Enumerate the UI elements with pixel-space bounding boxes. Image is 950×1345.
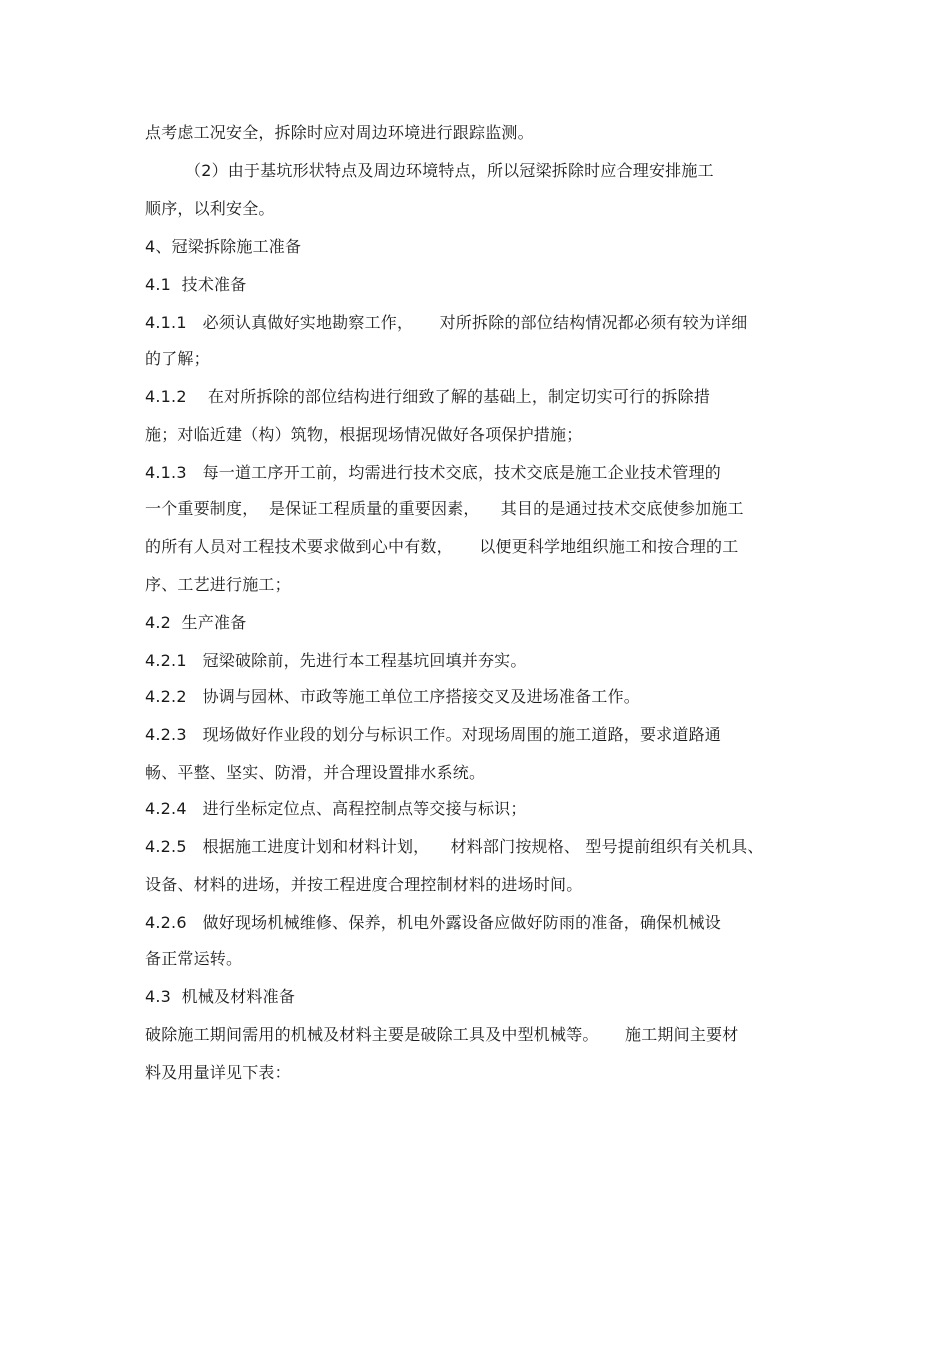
text-line: （2）由于基坑形状特点及周边环境特点，所以冠梁拆除时应合理安排施工 — [185, 161, 714, 180]
text-line: 施；对临近建（构）筑物，根据现场情况做好各项保护措施； — [145, 425, 583, 444]
text-line: 4.1.3 每一道工序开工前，均需进行技术交底，技术交底是施工企业技术管理的 — [145, 463, 721, 482]
text-line: 料及用量详见下表： — [145, 1063, 291, 1082]
text-line: 4.1.2 在对所拆除的部位结构进行细致了解的基础上，制定切实可行的拆除措 — [145, 387, 711, 406]
subsection-heading: 4.1 技术准备 — [145, 275, 247, 294]
subsection-heading: 4.3 机械及材料准备 — [145, 987, 296, 1006]
text-line: 一个重要制度， 是保证工程质量的重要因素， 其目的是通过技术交底使参加施工 — [145, 499, 744, 518]
text-line: 4.2.3 现场做好作业段的划分与标识工作。对现场周围的施工道路，要求道路通 — [145, 725, 721, 744]
text-line: 4.2.5 根据施工进度计划和材料计划， 材料部门按规格、 型号提前组织有关机具、 — [145, 837, 764, 856]
text-line: 顺序，以利安全。 — [145, 199, 275, 218]
text-line: 点考虑工况安全，拆除时应对周边环境进行跟踪监测。 — [145, 123, 534, 142]
section-heading: 4、冠梁拆除施工准备 — [145, 237, 302, 256]
text-line: 备正常运转。 — [145, 949, 243, 968]
text-line: 设备、材料的进场，并按工程进度合理控制材料的进场时间。 — [145, 875, 583, 894]
text-line: 4.2.1 冠梁破除前，先进行本工程基坑回填并夯实。 — [145, 651, 527, 670]
text-line: 4.2.2 协调与园林、市政等施工单位工序搭接交叉及进场准备工作。 — [145, 687, 640, 706]
text-line: 破除施工期间需用的机械及材料主要是破除工具及中型机械等。 施工期间主要材 — [145, 1025, 739, 1044]
text-line: 4.2.4 进行坐标定位点、高程控制点等交接与标识； — [145, 799, 527, 818]
text-line: 的所有人员对工程技术要求做到心中有数， 以便更科学地组织施工和按合理的工 — [145, 537, 739, 556]
text-line: 的了解； — [145, 349, 210, 368]
text-line: 序、工艺进行施工； — [145, 575, 291, 594]
text-line: 畅、平整、坚实、防滑，并合理设置排水系统。 — [145, 763, 486, 782]
text-line: 4.2.6 做好现场机械维修、保养，机电外露设备应做好防雨的准备，确保机械设 — [145, 913, 721, 932]
text-line: 4.1.1 必须认真做好实地勘察工作， 对所拆除的部位结构情况都必须有较为详细 — [145, 313, 748, 332]
subsection-heading: 4.2 生产准备 — [145, 613, 247, 632]
